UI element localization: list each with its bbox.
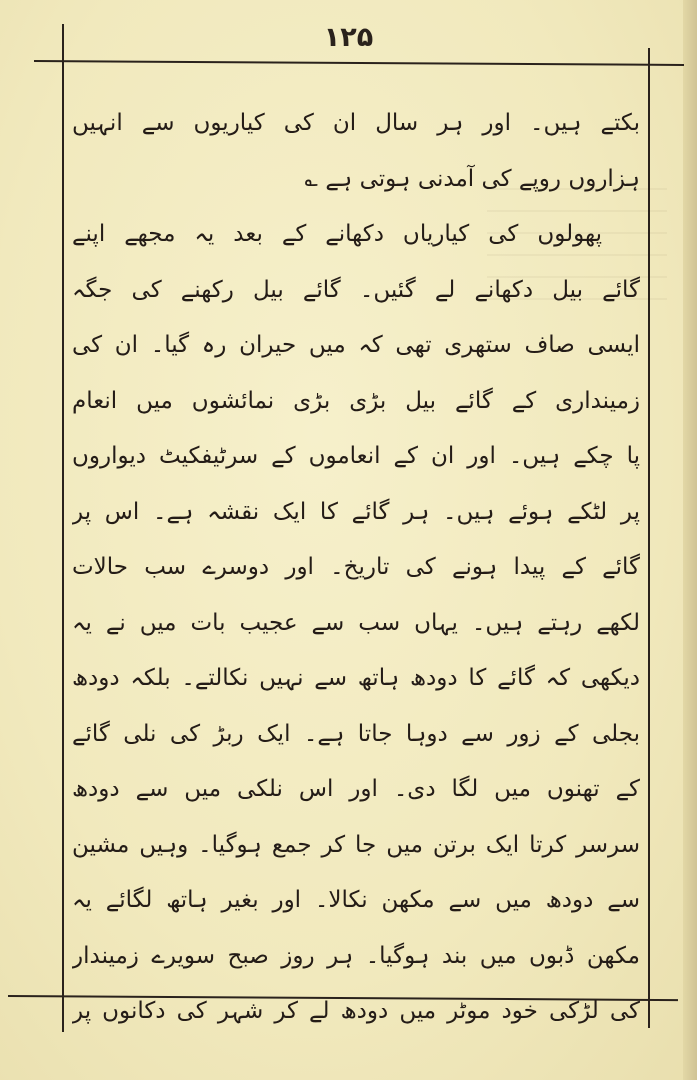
text-line: گائے بیل دکھانے لے گئیں۔ گائے بیل رکھنے کی جگہ <box>72 276 640 303</box>
text-line: سرسر کرتا ایک برتن میں جا کر جمع ہوگیا۔ وہیں مشین <box>72 831 640 858</box>
text-line: پر لٹکے ہوئے ہیں۔ ہر گائے کا ایک نقشہ ہے۔ اس پر <box>72 498 640 525</box>
text-line: ایسی صاف ستھری تھی کہ میں حیران رہ گیا۔ ان کی <box>72 332 640 358</box>
paragraph-start-line: پھولوں کی کیاریاں دکھانے کے بعد یہ مجھے اپنے <box>72 221 602 247</box>
page-number: ۱۲۵ <box>323 22 374 53</box>
right-margin-rule <box>648 48 650 1028</box>
text-line: زمینداری کے گائے بیل بڑی بڑی نمائشوں میں انعام <box>72 387 640 414</box>
text-line: سے دودھ میں سے مکھن نکالا۔ اور بغیر ہاتھ لگائے یہ <box>72 887 640 913</box>
text-line: لکھے رہتے ہیں۔ یہاں سب سے عجیب بات میں نے یہ <box>72 609 640 636</box>
text-line: مکھن ڈبوں میں بند ہوگیا۔ ہر روز صبح سویرے زمیندار <box>72 942 640 969</box>
text-line: کے تھنوں میں لگا دی۔ اور اس نلکی میں سے دودھ <box>72 776 640 802</box>
text-line: ہزاروں روپے کی آمدنی ہوتی ہے ؎ <box>304 165 640 192</box>
text-line: پا چکے ہیں۔ اور ان کے انعاموں کے سرٹیفکیٹ دیواروں <box>72 443 640 469</box>
body-text <box>72 96 640 1040</box>
text-line: بکتے ہیں۔ اور ہر سال ان کی کیاریوں سے انہیں <box>72 110 640 136</box>
left-margin-rule <box>62 24 64 1032</box>
header-rule <box>34 60 684 66</box>
text-line: بجلی کے زور سے دوہا جاتا ہے۔ ایک ربڑ کی نلی گائے <box>72 720 640 747</box>
text-line: گائے کے پیدا ہونے کی تاریخ۔ اور دوسرے سب حالات <box>72 554 640 580</box>
page-edge-shadow <box>683 0 697 1080</box>
text-line: کی لڑکی خود موٹر میں دودھ لے کر شہر کی دکانوں پر <box>72 998 640 1024</box>
text-line: دیکھی کہ گائے کا دودھ ہاتھ سے نہیں نکالتے۔ بلکہ دودھ <box>72 665 640 691</box>
